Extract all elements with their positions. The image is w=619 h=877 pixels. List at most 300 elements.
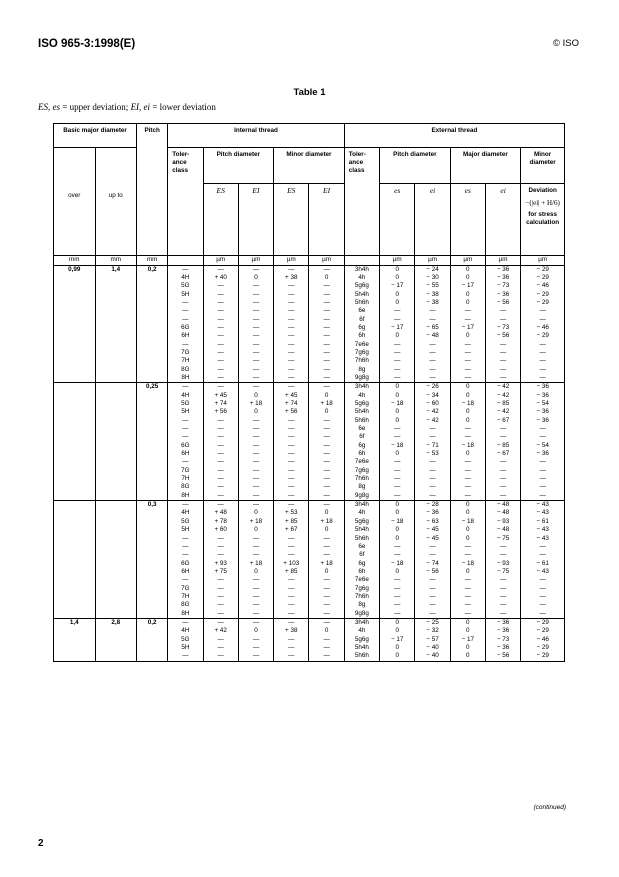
pitch-cell bbox=[137, 644, 168, 652]
external-major-ei-cell: − 56 bbox=[485, 299, 520, 307]
external-major-es-cell: 0 bbox=[450, 274, 485, 282]
external-major-es-cell: − 17 bbox=[450, 282, 485, 290]
internal-minor-EI-cell: — bbox=[309, 458, 344, 466]
external-major-ei-cell: — bbox=[485, 492, 520, 501]
external-pitch-ei-cell: − 45 bbox=[415, 526, 450, 534]
internal-tolerance-class-cell: 5G bbox=[168, 518, 203, 526]
external-minor-deviation-cell: − 29 bbox=[521, 332, 565, 340]
internal-pitch-ES-cell: — bbox=[203, 467, 238, 475]
external-minor-diameter-header: Minor diameter bbox=[521, 148, 565, 184]
up-to-cell bbox=[95, 636, 137, 644]
internal-tolerance-class-cell: — bbox=[168, 576, 203, 584]
external-minor-deviation-cell: − 36 bbox=[521, 392, 565, 400]
up-to-cell bbox=[95, 576, 137, 584]
external-major-es-cell: — bbox=[450, 543, 485, 551]
up-to-cell bbox=[95, 433, 137, 441]
up-to-cell bbox=[95, 341, 137, 349]
external-tolerance-class-cell: 3h4h bbox=[344, 265, 379, 274]
internal-pitch-ES-cell: — bbox=[203, 610, 238, 619]
internal-pitch-EI-cell: — bbox=[238, 576, 273, 584]
external-major-ei-cell: − 48 bbox=[485, 501, 520, 510]
external-major-ei-cell: — bbox=[485, 357, 520, 365]
external-tolerance-class-cell: 3h4h bbox=[344, 618, 379, 627]
over-cell bbox=[54, 518, 96, 526]
table-row bbox=[54, 408, 565, 416]
internal-minor-ES-cell: — bbox=[274, 543, 309, 551]
internal-minor-ES-cell: — bbox=[274, 535, 309, 543]
over-cell bbox=[54, 501, 96, 510]
internal-thread-header: Internal thread bbox=[168, 124, 345, 148]
over-cell bbox=[54, 576, 96, 584]
internal-pitch-EI-cell: — bbox=[238, 307, 273, 315]
up-to-cell bbox=[95, 425, 137, 433]
external-tolerance-class-cell: 6f bbox=[344, 551, 379, 559]
table-row bbox=[54, 357, 565, 365]
internal-minor-EI-cell: — bbox=[309, 265, 344, 274]
table-row bbox=[54, 509, 565, 517]
external-pitch-es-cell: — bbox=[380, 467, 415, 475]
internal-tolerance-class-cell: — bbox=[168, 265, 203, 274]
internal-pitch-ES-cell: — bbox=[203, 433, 238, 441]
external-pitch-es-cell: — bbox=[380, 593, 415, 601]
table-row bbox=[54, 442, 565, 450]
external-major-es-cell: — bbox=[450, 307, 485, 315]
internal-minor-ES-cell: — bbox=[274, 450, 309, 458]
up-to-cell bbox=[95, 316, 137, 324]
external-minor-deviation-cell: — bbox=[521, 610, 565, 619]
internal-minor-EI-cell: — bbox=[309, 349, 344, 357]
internal-tolerance-class-cell: 6H bbox=[168, 568, 203, 576]
table-row bbox=[54, 299, 565, 307]
internal-pitch-ES-cell: — bbox=[203, 585, 238, 593]
external-major-diameter-header: Major diameter bbox=[450, 148, 521, 184]
pitch-cell bbox=[137, 518, 168, 526]
internal-pitch-ES-cell: — bbox=[203, 501, 238, 510]
external-minor-deviation-cell: − 43 bbox=[521, 501, 565, 510]
internal-tolerance-class-cell: 6G bbox=[168, 442, 203, 450]
external-major-es-cell: 0 bbox=[450, 644, 485, 652]
over-cell bbox=[54, 593, 96, 601]
internal-minor-ES-cell: + 85 bbox=[274, 568, 309, 576]
internal-minor-EI-cell: — bbox=[309, 425, 344, 433]
table-row bbox=[54, 265, 565, 274]
internal-pitch-EI-cell: — bbox=[238, 458, 273, 466]
over-cell bbox=[54, 551, 96, 559]
up-to-cell bbox=[95, 282, 137, 290]
external-major-ei-cell: − 42 bbox=[485, 392, 520, 400]
external-pitch-ei-cell: − 74 bbox=[415, 560, 450, 568]
external-pitch-ei-cell: − 40 bbox=[415, 644, 450, 652]
external-major-es-cell: — bbox=[450, 467, 485, 475]
table-caption bbox=[38, 102, 216, 112]
up-to-cell bbox=[95, 627, 137, 635]
external-pitch-ei-cell: − 32 bbox=[415, 627, 450, 635]
external-pitch-es-cell: — bbox=[380, 374, 415, 383]
over-cell bbox=[54, 341, 96, 349]
external-pitch-ei-cell: − 42 bbox=[415, 417, 450, 425]
pitch-cell bbox=[137, 392, 168, 400]
internal-tolerance-class-cell: 8G bbox=[168, 483, 203, 491]
external-minor-deviation-cell: — bbox=[521, 492, 565, 501]
internal-tolerance-class-cell: 5G bbox=[168, 282, 203, 290]
internal-pitch-EI-cell: — bbox=[238, 341, 273, 349]
external-major-ei-cell: — bbox=[485, 307, 520, 315]
internal-tolerance-class-cell: 4H bbox=[168, 627, 203, 635]
external-major-es-cell: − 17 bbox=[450, 324, 485, 332]
internal-minor-EI-cell: — bbox=[309, 442, 344, 450]
pitch-cell bbox=[137, 627, 168, 635]
internal-pitch-ES-cell: — bbox=[203, 425, 238, 433]
internal-minor-EI-cell: — bbox=[309, 299, 344, 307]
internal-pitch-ES-cell: — bbox=[203, 442, 238, 450]
external-tolerance-class-cell: 6g bbox=[344, 560, 379, 568]
internal-minor-ES-cell: — bbox=[274, 433, 309, 441]
internal-minor-EI-cell: — bbox=[309, 357, 344, 365]
unit-cell: µm bbox=[238, 256, 273, 266]
external-major-ei-cell: — bbox=[485, 341, 520, 349]
internal-minor-ES-cell: — bbox=[274, 425, 309, 433]
external-major-ei-cell: − 73 bbox=[485, 282, 520, 290]
internal-tolerance-class-cell: 4H bbox=[168, 274, 203, 282]
table-row bbox=[54, 366, 565, 374]
external-major-ei-cell: − 67 bbox=[485, 417, 520, 425]
external-pitch-ei-cell: — bbox=[415, 492, 450, 501]
over-cell bbox=[54, 408, 96, 416]
up-to-cell bbox=[95, 551, 137, 559]
up-to-cell bbox=[95, 560, 137, 568]
internal-pitch-ES-cell: — bbox=[203, 299, 238, 307]
external-tolerance-class-cell: 5h4h bbox=[344, 526, 379, 534]
over-cell bbox=[54, 442, 96, 450]
external-major-ei-cell: — bbox=[485, 601, 520, 609]
up-to-cell: 2,8 bbox=[95, 618, 137, 627]
ei-symbol: EI, ei bbox=[130, 102, 151, 112]
pitch-cell bbox=[137, 299, 168, 307]
external-major-ei-cell: — bbox=[485, 610, 520, 619]
internal-minor-EI-cell: — bbox=[309, 316, 344, 324]
internal-pitch-EI-cell: + 18 bbox=[238, 400, 273, 408]
internal-pitch-EI-cell: — bbox=[238, 501, 273, 510]
internal-pitch-ES-cell: — bbox=[203, 543, 238, 551]
external-pitch-es-cell: 0 bbox=[380, 274, 415, 282]
external-pitch-es-cell: 0 bbox=[380, 299, 415, 307]
external-pitch-ei-cell: — bbox=[415, 433, 450, 441]
table-row bbox=[54, 644, 565, 652]
over-cell: 1,4 bbox=[54, 618, 96, 627]
external-pitch-es-cell: — bbox=[380, 349, 415, 357]
external-pitch-es-cell: 0 bbox=[380, 535, 415, 543]
internal-pitch-ES-cell: + 78 bbox=[203, 518, 238, 526]
internal-minor-ES-cell: + 38 bbox=[274, 274, 309, 282]
internal-pitch-ES-cell: — bbox=[203, 618, 238, 627]
external-major-ei-cell: − 75 bbox=[485, 535, 520, 543]
internal-minor-ES-cell: — bbox=[274, 357, 309, 365]
internal-minor-EI-cell: — bbox=[309, 374, 344, 383]
table-row bbox=[54, 425, 565, 433]
external-pitch-ei-cell: — bbox=[415, 307, 450, 315]
external-major-ei-cell: — bbox=[485, 458, 520, 466]
external-major-ei-cell: — bbox=[485, 316, 520, 324]
external-major-es-cell: — bbox=[450, 492, 485, 501]
up-to-cell bbox=[95, 374, 137, 383]
internal-pitch-EI-cell: 0 bbox=[238, 509, 273, 517]
external-tolerance-class-cell: 6f bbox=[344, 316, 379, 324]
external-major-ei-cell: — bbox=[485, 349, 520, 357]
internal-pitch-EI-cell: 0 bbox=[238, 408, 273, 416]
external-major-ei-cell: − 73 bbox=[485, 636, 520, 644]
up-to-cell bbox=[95, 299, 137, 307]
over-cell bbox=[54, 357, 96, 365]
internal-pitch-EI-cell: — bbox=[238, 442, 273, 450]
external-major-es-cell: − 17 bbox=[450, 636, 485, 644]
internal-minor-EI-cell: + 18 bbox=[309, 560, 344, 568]
internal-minor-ES-cell: — bbox=[274, 652, 309, 661]
external-major-es-cell: 0 bbox=[450, 299, 485, 307]
external-pitch-ei-cell: − 42 bbox=[415, 408, 450, 416]
external-minor-deviation-cell: — bbox=[521, 483, 565, 491]
external-pitch-es-cell: 0 bbox=[380, 618, 415, 627]
external-pitch-ei-cell: — bbox=[415, 425, 450, 433]
internal-minor-EI-cell: — bbox=[309, 601, 344, 609]
external-pitch-es-cell: − 18 bbox=[380, 560, 415, 568]
external-minor-deviation-cell: — bbox=[521, 585, 565, 593]
internal-pitch-EI-cell: — bbox=[238, 593, 273, 601]
pitch-cell: 0,25 bbox=[137, 383, 168, 392]
external-major-es-cell: 0 bbox=[450, 652, 485, 661]
external-major-ei-cell: − 36 bbox=[485, 274, 520, 282]
unit-cell: µm bbox=[450, 256, 485, 266]
external-pitch-es-cell: — bbox=[380, 316, 415, 324]
internal-minor-ES-cell: + 53 bbox=[274, 509, 309, 517]
internal-minor-ES-cell: — bbox=[274, 332, 309, 340]
internal-pitch-ES-cell: — bbox=[203, 291, 238, 299]
external-major-es-cell: 0 bbox=[450, 291, 485, 299]
internal-pitch-EI-cell: 0 bbox=[238, 526, 273, 534]
up-to-cell bbox=[95, 400, 137, 408]
pitch-cell bbox=[137, 535, 168, 543]
table-row bbox=[54, 535, 565, 543]
internal-pitch-ES-cell: — bbox=[203, 576, 238, 584]
up-to-cell bbox=[95, 492, 137, 501]
over-cell bbox=[54, 307, 96, 315]
internal-pitch-ES-cell: — bbox=[203, 282, 238, 290]
internal-pitch-EI-cell: — bbox=[238, 332, 273, 340]
internal-pitch-ES-cell: — bbox=[203, 349, 238, 357]
table-row bbox=[54, 492, 565, 501]
external-pitch-ei-cell: — bbox=[415, 585, 450, 593]
external-tolerance-class-header: Toler-ance class bbox=[344, 148, 379, 256]
external-tolerance-class-cell: 7h6h bbox=[344, 593, 379, 601]
pitch-cell bbox=[137, 636, 168, 644]
internal-pitch-ES-cell: + 75 bbox=[203, 568, 238, 576]
external-major-ei-cell: — bbox=[485, 374, 520, 383]
external-pitch-ei-cell: − 60 bbox=[415, 400, 450, 408]
up-to-cell bbox=[95, 518, 137, 526]
over-cell bbox=[54, 610, 96, 619]
table-row bbox=[54, 551, 565, 559]
pitch-cell: 0,2 bbox=[137, 618, 168, 627]
internal-pitch-ES-cell: — bbox=[203, 357, 238, 365]
external-pitch-es-cell: 0 bbox=[380, 568, 415, 576]
external-pitch-ei-cell: — bbox=[415, 601, 450, 609]
stress-formula: −(|ei| + H/6) bbox=[525, 199, 560, 207]
internal-minor-ES-cell: — bbox=[274, 417, 309, 425]
external-pitch-ei-cell: — bbox=[415, 576, 450, 584]
internal-pitch-ES-cell: + 45 bbox=[203, 392, 238, 400]
external-pitch-ei-cell: − 24 bbox=[415, 265, 450, 274]
internal-tolerance-class-cell: 8G bbox=[168, 601, 203, 609]
internal-pitch-ES-cell: + 74 bbox=[203, 400, 238, 408]
external-minor-deviation-cell: − 29 bbox=[521, 618, 565, 627]
internal-minor-ES-cell: — bbox=[274, 265, 309, 274]
external-minor-deviation-cell: — bbox=[521, 593, 565, 601]
over-cell bbox=[54, 636, 96, 644]
internal-pitch-EI-cell: — bbox=[238, 492, 273, 501]
external-major-ei-cell: − 75 bbox=[485, 568, 520, 576]
up-to-cell bbox=[95, 366, 137, 374]
external-minor-deviation-cell: — bbox=[521, 425, 565, 433]
internal-minor-EI-cell: — bbox=[309, 291, 344, 299]
internal-pitch-EI-cell: 0 bbox=[238, 392, 273, 400]
internal-minor-ES-cell: — bbox=[274, 636, 309, 644]
external-minor-deviation-cell: − 43 bbox=[521, 509, 565, 517]
table-row bbox=[54, 458, 565, 466]
internal-pitch-ES-cell: — bbox=[203, 341, 238, 349]
page-number: 2 bbox=[38, 838, 44, 849]
internal-tolerance-class-header: Toler-ance class bbox=[168, 148, 203, 256]
es-text: = upper deviation; bbox=[60, 102, 131, 112]
internal-tolerance-class-cell: 6G bbox=[168, 560, 203, 568]
external-tolerance-class-cell: 6h bbox=[344, 450, 379, 458]
table-row bbox=[54, 349, 565, 357]
internal-minor-ES-cell: — bbox=[274, 366, 309, 374]
external-pitch-ei-cell: — bbox=[415, 475, 450, 483]
internal-minor-ES-cell: — bbox=[274, 324, 309, 332]
external-tolerance-class-cell: 6g bbox=[344, 324, 379, 332]
external-major-es-cell: — bbox=[450, 374, 485, 383]
up-to-cell bbox=[95, 442, 137, 450]
external-tolerance-class-cell: 8g bbox=[344, 366, 379, 374]
external-tolerance-class-cell: 5g6g bbox=[344, 636, 379, 644]
pitch-cell bbox=[137, 652, 168, 661]
external-major-es-cell: — bbox=[450, 433, 485, 441]
external-major-ei-cell: − 42 bbox=[485, 408, 520, 416]
external-minor-deviation-cell: − 54 bbox=[521, 400, 565, 408]
internal-tolerance-class-cell: 4H bbox=[168, 509, 203, 517]
external-pitch-ei-cell: − 56 bbox=[415, 568, 450, 576]
pitch-cell bbox=[137, 425, 168, 433]
unit-cell: mm bbox=[137, 256, 168, 266]
external-pitch-es-cell: — bbox=[380, 585, 415, 593]
external-major-ei-cell: − 85 bbox=[485, 442, 520, 450]
over-cell bbox=[54, 644, 96, 652]
table-row bbox=[54, 291, 565, 299]
pitch-cell: 0,3 bbox=[137, 501, 168, 510]
external-minor-deviation-cell: — bbox=[521, 433, 565, 441]
internal-pitch-ES-cell: — bbox=[203, 652, 238, 661]
over-cell bbox=[54, 374, 96, 383]
table-row bbox=[54, 610, 565, 619]
external-major-ei-cell: − 67 bbox=[485, 450, 520, 458]
up-to-header: up to bbox=[95, 184, 137, 256]
external-minor-deviation-cell: − 54 bbox=[521, 442, 565, 450]
over-cell bbox=[54, 400, 96, 408]
external-pitch-ei-cell: − 48 bbox=[415, 332, 450, 340]
up-to-cell bbox=[95, 332, 137, 340]
external-major-es-cell: — bbox=[450, 576, 485, 584]
external-pitch-es-cell: — bbox=[380, 433, 415, 441]
external-tolerance-class-cell: 6e bbox=[344, 425, 379, 433]
external-major-ei-cell: − 56 bbox=[485, 332, 520, 340]
internal-tolerance-class-cell: — bbox=[168, 535, 203, 543]
external-pitch-es-cell: — bbox=[380, 425, 415, 433]
over-cell bbox=[54, 383, 96, 392]
internal-minor-ES-cell: — bbox=[274, 601, 309, 609]
external-tolerance-class-cell: 4h bbox=[344, 274, 379, 282]
internal-minor-ES-cell: + 67 bbox=[274, 526, 309, 534]
table-row bbox=[54, 324, 565, 332]
internal-minor-EI-cell: — bbox=[309, 543, 344, 551]
up-to-cell bbox=[95, 526, 137, 534]
external-major-ei-cell: − 93 bbox=[485, 560, 520, 568]
external-minor-deviation-cell: − 29 bbox=[521, 627, 565, 635]
internal-pitch-ES-cell: + 42 bbox=[203, 627, 238, 635]
external-major-ei-cell: − 36 bbox=[485, 291, 520, 299]
internal-pitch-EI-cell: — bbox=[238, 618, 273, 627]
internal-pitch-EI-cell: — bbox=[238, 652, 273, 661]
ES-header: ES bbox=[203, 184, 238, 256]
internal-pitch-ES-cell: — bbox=[203, 535, 238, 543]
continued-note: (continued) bbox=[533, 804, 566, 811]
internal-pitch-ES-cell: — bbox=[203, 316, 238, 324]
internal-pitch-ES-cell: — bbox=[203, 417, 238, 425]
external-minor-deviation-cell: − 29 bbox=[521, 299, 565, 307]
up-to-cell bbox=[95, 501, 137, 510]
up-to-cell bbox=[95, 274, 137, 282]
internal-minor-EI-cell: — bbox=[309, 450, 344, 458]
deviation-label: Deviation bbox=[528, 187, 557, 194]
internal-pitch-ES-cell: — bbox=[203, 483, 238, 491]
over-cell bbox=[54, 492, 96, 501]
external-major-ei-cell: — bbox=[485, 585, 520, 593]
internal-pitch-ES-cell: — bbox=[203, 492, 238, 501]
unit-cell: µm bbox=[309, 256, 344, 266]
over-cell bbox=[54, 433, 96, 441]
external-major-es-cell: − 18 bbox=[450, 560, 485, 568]
external-tolerance-class-cell: 7e6e bbox=[344, 576, 379, 584]
internal-minor-EI-cell: — bbox=[309, 652, 344, 661]
external-tolerance-class-cell: 5h4h bbox=[344, 408, 379, 416]
internal-tolerance-class-cell: 6H bbox=[168, 332, 203, 340]
es-header: es bbox=[380, 184, 415, 256]
internal-tolerance-class-cell: 5G bbox=[168, 400, 203, 408]
external-major-es-cell: 0 bbox=[450, 535, 485, 543]
over-cell bbox=[54, 483, 96, 491]
table-row bbox=[54, 282, 565, 290]
external-pitch-ei-cell: — bbox=[415, 458, 450, 466]
external-pitch-ei-cell: − 38 bbox=[415, 291, 450, 299]
internal-pitch-ES-cell: — bbox=[203, 636, 238, 644]
table-row bbox=[54, 475, 565, 483]
up-to-cell bbox=[95, 324, 137, 332]
unit-row bbox=[54, 256, 565, 266]
table-row bbox=[54, 568, 565, 576]
table-row bbox=[54, 341, 565, 349]
internal-tolerance-class-cell: 8H bbox=[168, 492, 203, 501]
up-to-cell bbox=[95, 408, 137, 416]
stress-label: for stress calculation bbox=[526, 211, 560, 226]
external-pitch-es-cell: 0 bbox=[380, 509, 415, 517]
